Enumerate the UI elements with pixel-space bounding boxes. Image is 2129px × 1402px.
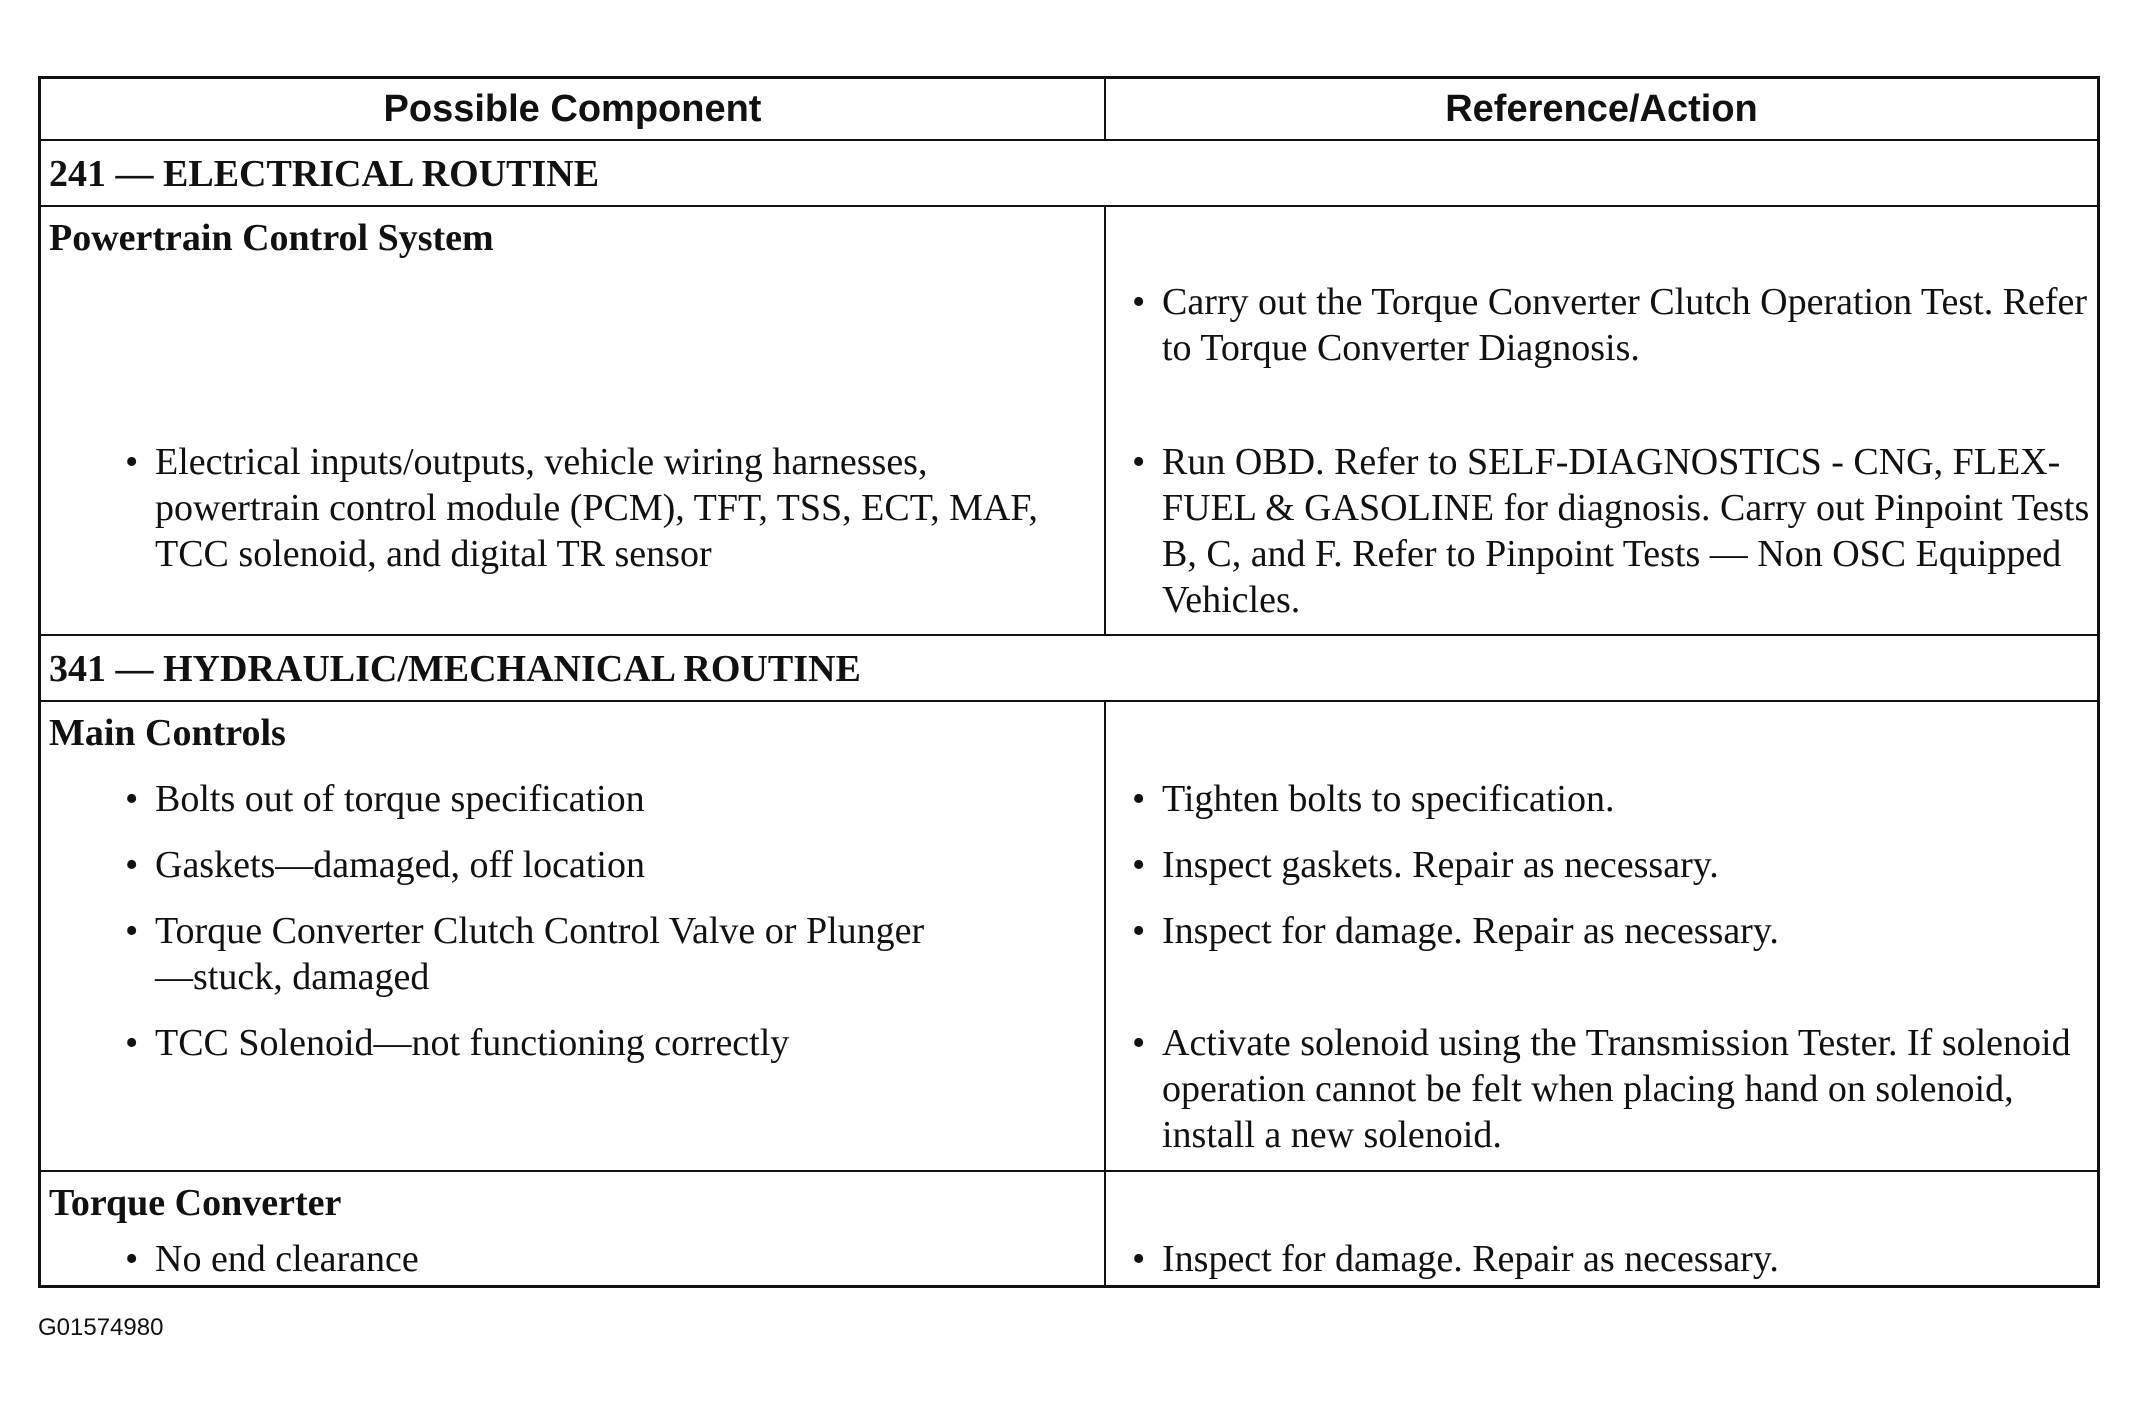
action-item: • Inspect gaskets. Repair as necessary. — [1124, 842, 2104, 888]
table-row — [41, 207, 2097, 636]
section-title-electrical: 241 — ELECTRICAL ROUTINE — [49, 153, 600, 195]
action-item: • Run OBD. Refer to SELF-DIAGNOSTICS - CNG, FLEX-FUEL & GASOLINE for diagnosis. Carry out Pinpoint Tests B, C, and F. Refer to Pinpoint Tests — Non OSC Equipped Vehicles. — [1124, 439, 2104, 623]
column-header-action: Reference/Action — [1445, 88, 1758, 130]
action-item: • Carry out the Torque Converter Clutch Operation Test. Refer to Torque Converter Diagnosis. — [1124, 279, 2104, 371]
component-cell — [41, 1172, 1106, 1285]
table-header-row — [41, 79, 2097, 141]
action-cell — [1106, 702, 2097, 1170]
action-cell — [1106, 207, 2097, 634]
component-item: • Gaskets—damaged, off location — [117, 842, 1077, 888]
component-cell — [41, 207, 1106, 634]
table-row — [41, 1172, 2097, 1285]
group-title-torque-converter: Torque Converter — [49, 1182, 342, 1224]
group-title-main-controls: Main Controls — [49, 712, 286, 754]
group-title-powertrain: Powertrain Control System — [49, 217, 494, 259]
component-item: • Electrical inputs/outputs, vehicle wiring harnesses, powertrain control module (PCM), TFT, TSS, ECT, MAF, TCC solenoid, and digital TR sensor — [117, 439, 1077, 577]
component-cell — [41, 702, 1106, 1170]
component-item: • No end clearance — [117, 1236, 1077, 1282]
component-item: • Bolts out of torque specification — [117, 776, 1077, 822]
action-item: • Activate solenoid using the Transmission Tester. If solenoid operation cannot be felt when placing hand on solenoid, install a new solenoid. — [1124, 1020, 2104, 1158]
action-cell — [1106, 1172, 2097, 1285]
diagnostic-table — [38, 76, 2100, 1288]
component-item: • Torque Converter Clutch Control Valve or Plunger—stuck, damaged — [117, 908, 937, 1000]
figure-id: G01574980 — [38, 1314, 164, 1341]
action-item: • Inspect for damage. Repair as necessary. — [1124, 908, 2104, 954]
component-item: • TCC Solenoid—not functioning correctly — [117, 1020, 1077, 1066]
section-title-hydraulic: 341 — HYDRAULIC/MECHANICAL ROUTINE — [49, 648, 861, 690]
action-item: • Inspect for damage. Repair as necessary. — [1124, 1236, 2104, 1282]
section-row-hydraulic — [41, 636, 2097, 702]
section-row-electrical — [41, 141, 2097, 207]
table-row — [41, 702, 2097, 1172]
action-item: • Tighten bolts to specification. — [1124, 776, 2104, 822]
column-header-component: Possible Component — [41, 79, 1106, 139]
